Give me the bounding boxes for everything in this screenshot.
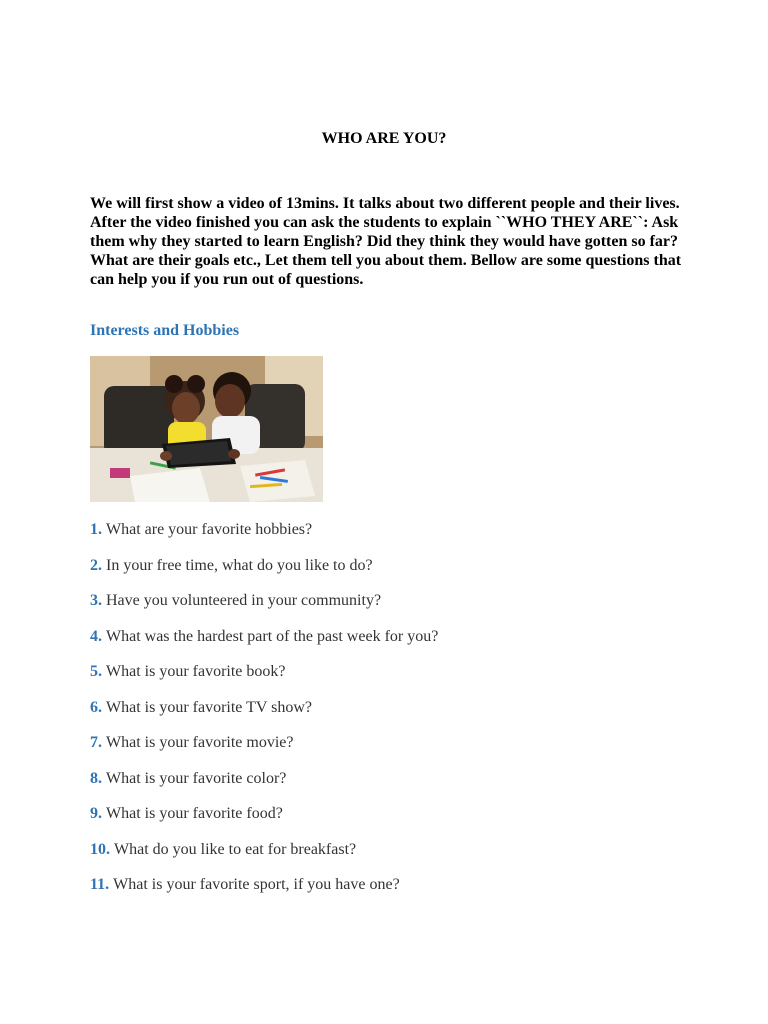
list-item bbox=[90, 769, 438, 805]
list-item bbox=[90, 520, 438, 556]
question-number: 9. bbox=[90, 805, 102, 822]
children-tablet-photo bbox=[90, 356, 323, 502]
question-text: What is your favorite TV show? bbox=[106, 698, 313, 716]
page-title: WHO ARE YOU? bbox=[321, 130, 447, 147]
list-item bbox=[90, 875, 438, 911]
question-number: 10. bbox=[90, 840, 110, 858]
question-text: In your free time, what do you like to do? bbox=[106, 556, 373, 574]
question-number: 7. bbox=[90, 734, 102, 751]
question-number: 8. bbox=[90, 769, 102, 787]
question-text: Have you volunteered in your community? bbox=[106, 592, 382, 609]
list-item bbox=[90, 733, 438, 769]
question-number: 3. bbox=[90, 592, 102, 609]
question-number: 4. bbox=[90, 627, 102, 645]
section-heading: Interests and Hobbies bbox=[90, 322, 240, 339]
list-item bbox=[90, 627, 438, 663]
list-item bbox=[90, 840, 438, 876]
list-item bbox=[90, 591, 438, 627]
question-number: 5. bbox=[90, 663, 102, 680]
question-text: What is your favorite book? bbox=[106, 663, 286, 680]
question-text: What is your favorite movie? bbox=[106, 734, 294, 751]
question-text: What do you like to eat for breakfast? bbox=[114, 840, 357, 858]
question-text: What is your favorite sport, if you have one? bbox=[113, 876, 400, 893]
question-number: 11. bbox=[90, 876, 110, 893]
question-text: What are your favorite hobbies? bbox=[106, 521, 313, 538]
list-item bbox=[90, 698, 438, 734]
question-text: What was the hardest part of the past week for you? bbox=[106, 627, 439, 645]
question-number: 2. bbox=[90, 556, 102, 574]
question-text: What is your favorite food? bbox=[106, 805, 283, 822]
question-number: 1. bbox=[90, 521, 102, 538]
intro-paragraph: We will first show a video of 13mins. It talks about two different people and their lives. After the video finished you can ask the students to explain ``WHO THEY ARE``: Ask them why they started to learn English? Did they think they would have gotten so far? What are their goals etc., Let them tell you about them. Bellow are some questions that can help you if you run out of questions. bbox=[90, 195, 682, 288]
question-list bbox=[90, 520, 438, 911]
question-text: What is your favorite color? bbox=[106, 769, 287, 787]
list-item bbox=[90, 662, 438, 698]
list-item bbox=[90, 556, 438, 592]
question-number: 6. bbox=[90, 698, 102, 716]
list-item bbox=[90, 804, 438, 840]
